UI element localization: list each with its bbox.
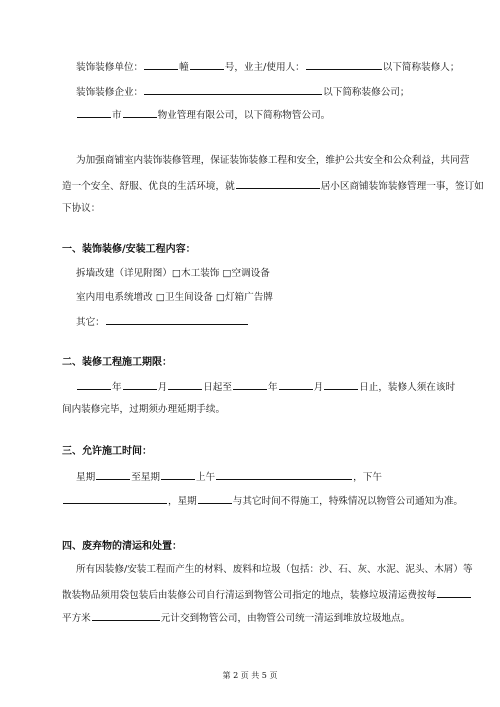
blank xyxy=(106,315,248,325)
intro-line-3: 下协议： xyxy=(62,203,101,214)
text: 月 xyxy=(313,382,324,393)
section-3-line-1 xyxy=(76,470,436,484)
text: 造一个安全、舒服、优良的生活环境，就 xyxy=(62,181,235,192)
text: 至星期 xyxy=(131,472,160,483)
section-1-title: 一、装饰装修/安装工程内容： xyxy=(62,244,196,255)
section-4-line-3 xyxy=(62,611,436,625)
text: 星期 xyxy=(76,472,96,483)
contractor-line xyxy=(76,85,436,99)
section-2-line-2: 间内装修完毕，过期须办理延期手续。 xyxy=(62,404,226,415)
blank xyxy=(161,470,195,480)
section-4-title: 四、废弃物的清运和处置： xyxy=(62,541,182,552)
text: 元计交到物管公司，由物管公司统一清运到堆放垃圾地点。 xyxy=(160,613,411,624)
blank xyxy=(437,588,471,598)
text: ，下午 xyxy=(353,472,382,483)
blank xyxy=(324,380,358,390)
text: 以下简称装修人； xyxy=(382,62,460,73)
text: 月 xyxy=(157,382,168,393)
owner-label: 装饰装修单位： xyxy=(76,62,144,73)
intro-line-2 xyxy=(62,179,484,193)
blank xyxy=(233,380,267,390)
blank xyxy=(92,611,160,621)
text: 市 xyxy=(112,110,122,121)
section-1-row-2: 室内用电系统增改 □卫生间设备 □灯箱广告牌 xyxy=(76,292,273,303)
text: 散装物品须用袋包装后由装修公司自行清运到物管公司指定的地点，装修垃圾清运费按每 xyxy=(62,590,437,601)
section-4-line-1: 所有因装修/安装工程而产生的材料、废料和垃圾（包括：沙、石、灰、水泥、泥头、木屑）等 xyxy=(76,564,473,575)
owner-line xyxy=(76,60,460,74)
text: 平方米 xyxy=(62,613,91,624)
text: 号，业主/使用人： xyxy=(224,62,305,73)
contractor-label: 装饰装修企业： xyxy=(76,87,144,98)
text: 日起至 xyxy=(203,382,232,393)
section-3-line-2 xyxy=(62,494,464,508)
intro-line-1: 为加强商铺室内装饰装修管理，保证装饰装修工程和安全，维护公共安全和公众利益，共同营 xyxy=(76,155,470,166)
text: 物业管理有限公司，以下简称物管公司。 xyxy=(157,110,331,121)
blank xyxy=(123,108,157,118)
section-1-row-1: 拆墙改建（详见附图）□木工装饰 □空调设备 xyxy=(76,268,270,279)
blank xyxy=(123,380,157,390)
property-line xyxy=(76,108,436,122)
section-2-title: 二、装修工程施工期限： xyxy=(62,357,172,368)
text: 上午 xyxy=(195,472,216,483)
blank xyxy=(144,60,178,70)
text: 与其它时间不得施工，特殊情况以物管公司通知为准。 xyxy=(232,496,464,507)
text: 年 xyxy=(267,382,278,393)
text: ，星期 xyxy=(168,496,197,507)
text: 日止，装修人须在该时 xyxy=(359,382,456,393)
blank xyxy=(306,60,382,70)
blank xyxy=(190,60,224,70)
blank xyxy=(236,179,320,189)
text: 以下简称装修公司； xyxy=(323,87,410,98)
blank xyxy=(77,108,111,118)
text: 幢 xyxy=(179,62,189,73)
blank xyxy=(198,494,232,504)
blank xyxy=(144,85,322,95)
blank xyxy=(279,380,313,390)
section-4-line-2 xyxy=(62,588,436,602)
text: 其它： xyxy=(76,317,105,328)
blank xyxy=(96,470,130,480)
section-3-title: 三、允许施工时间： xyxy=(62,446,152,457)
section-1-other xyxy=(76,315,436,329)
blank xyxy=(216,470,352,480)
blank xyxy=(168,380,202,390)
page-number: 第 2 页 共 5 页 xyxy=(222,671,278,680)
section-2-dates xyxy=(76,380,456,394)
text: 年 xyxy=(112,382,122,393)
blank xyxy=(77,380,111,390)
blank xyxy=(63,494,167,504)
text: 居小区商铺装饰装修管理一事，签订如 xyxy=(320,181,484,192)
